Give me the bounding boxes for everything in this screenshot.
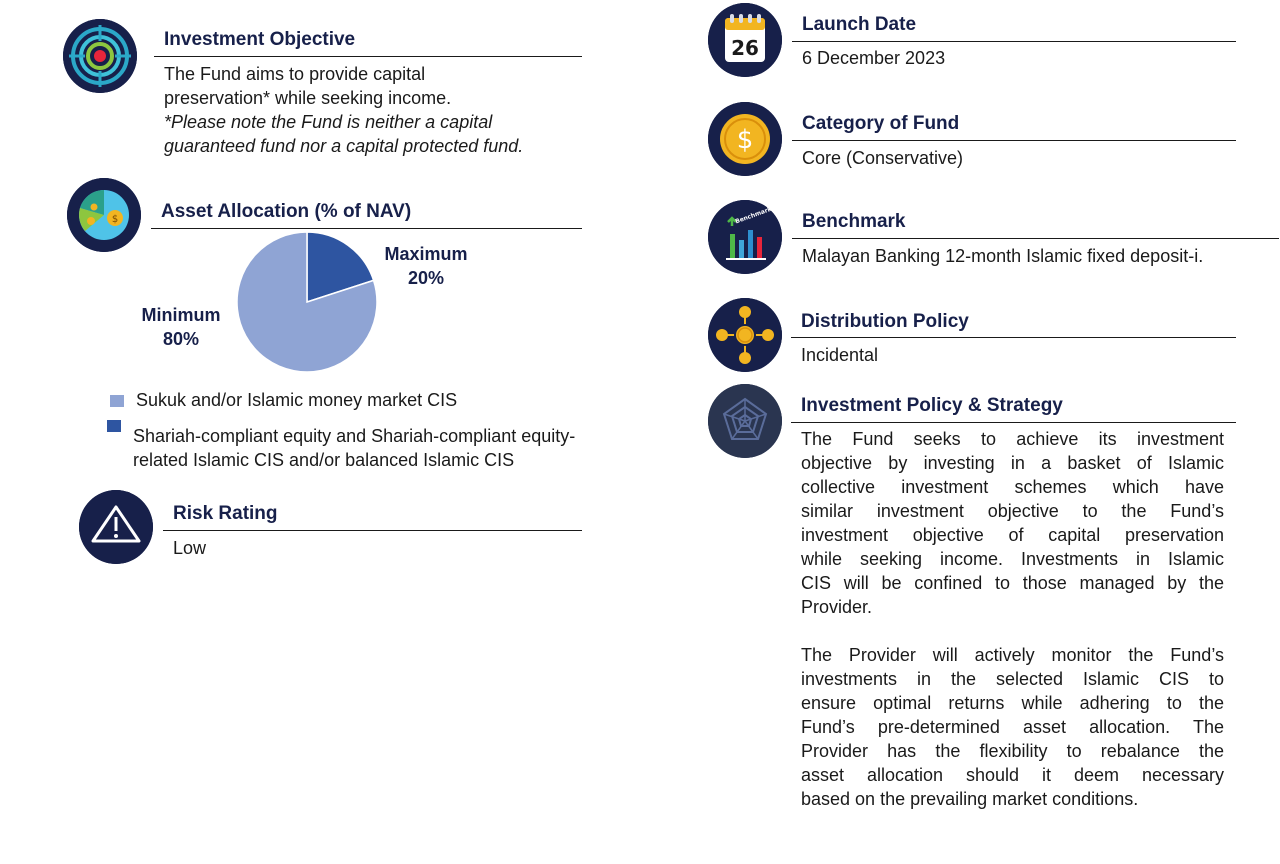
legend-label-equity <box>133 424 575 472</box>
benchmark-value: Malayan Banking 12-month Islamic fixed deposit-i. <box>802 246 1204 266</box>
objective-note-2: guaranteed fund nor a capital protected fund. <box>164 136 524 156</box>
risk-value: Low <box>173 538 207 558</box>
category-divider <box>792 140 1236 141</box>
svg-text:$: $ <box>111 214 119 225</box>
coins-network-icon <box>708 298 782 372</box>
strategy-line: Provider. <box>801 597 873 617</box>
minimum-value: 80% <box>162 329 200 349</box>
pie-label-maximum <box>378 242 474 290</box>
distribution-value: Incidental <box>801 345 879 365</box>
calendar-day-number: 26 <box>731 36 759 60</box>
risk-title: Risk Rating <box>173 503 278 524</box>
strategy-title: Investment Policy & Strategy <box>801 395 1063 416</box>
strategy-line: CIS will be confined to those managed by the <box>801 573 1224 593</box>
objective-text <box>164 62 523 158</box>
legend-swatch-sukuk <box>110 395 124 407</box>
calendar-icon <box>708 3 782 77</box>
strategy-line: The Provider will actively monitor the Fund’s <box>801 645 1224 665</box>
dollar-coin-icon <box>708 102 782 176</box>
allocation-pie-chart <box>230 225 384 379</box>
strategy-line: collective investment schemes which have <box>801 477 1224 497</box>
risk-divider <box>163 530 582 531</box>
paragraph-spacer <box>801 619 1224 643</box>
svg-text:$: $ <box>736 125 754 155</box>
strategy-paragraph-1 <box>801 427 1224 619</box>
category-value: Core (Conservative) <box>802 148 964 168</box>
strategy-line: while seeking income. Investments in Islamic <box>801 549 1224 569</box>
objective-title: Investment Objective <box>164 29 356 50</box>
distribution-title: Distribution Policy <box>801 311 969 332</box>
benchmark-chart-icon <box>708 200 782 274</box>
strategy-line: similar investment objective to the Fund’s <box>801 501 1224 521</box>
warning-icon <box>79 490 153 564</box>
minimum-label: Minimum <box>141 305 221 325</box>
distribution-divider <box>791 337 1236 338</box>
objective-divider <box>154 56 582 57</box>
legend-equity-line-1: Shariah-compliant equity and Shariah-compliant equity- <box>133 426 576 446</box>
strategy-line: based on the prevailing market conditions. <box>801 789 1139 809</box>
objective-line-2: preservation* while seeking income. <box>164 88 452 108</box>
strategy-body <box>801 427 1224 811</box>
strategy-paragraph-2 <box>801 643 1224 811</box>
benchmark-icon-text: Benchmark <box>734 205 773 226</box>
strategy-line: asset allocation should it deem necessary <box>801 765 1224 785</box>
strategy-line: ensure optimal returns while adhering to the <box>801 693 1224 713</box>
launch-divider <box>792 41 1236 42</box>
allocation-title: Asset Allocation (% of NAV) <box>161 201 412 222</box>
maximum-label: Maximum <box>384 244 468 264</box>
launch-value: 6 December 2023 <box>802 48 946 68</box>
launch-title: Launch Date <box>802 14 917 35</box>
strategy-line: The Fund seeks to achieve its investment <box>801 429 1224 449</box>
strategy-line: investments in the selected Islamic CIS to <box>801 669 1224 689</box>
objective-note-1: *Please note the Fund is neither a capital <box>164 112 493 132</box>
target-icon <box>63 19 137 93</box>
objective-line-1: The Fund aims to provide capital <box>164 64 426 84</box>
radar-web-icon <box>708 384 782 458</box>
strategy-line: Provider has the flexibility to rebalance the <box>801 741 1224 761</box>
strategy-line: investment objective of capital preservation <box>801 525 1224 545</box>
strategy-line: Fund’s pre-determined asset allocation. The <box>801 717 1224 737</box>
strategy-divider <box>791 422 1236 423</box>
benchmark-divider <box>792 238 1279 239</box>
category-title: Category of Fund <box>802 113 960 134</box>
maximum-value: 20% <box>407 268 445 288</box>
legend-label-sukuk: Sukuk and/or Islamic money market CIS <box>136 390 458 410</box>
legend-equity-line-2: related Islamic CIS and/or balanced Islamic CIS <box>133 450 515 470</box>
pie-label-minimum <box>134 303 228 351</box>
legend-swatch-equity <box>107 420 121 432</box>
benchmark-title: Benchmark <box>802 211 906 232</box>
strategy-line: objective by investing in a basket of Islamic <box>801 453 1224 473</box>
pie-coins-icon <box>67 178 141 252</box>
